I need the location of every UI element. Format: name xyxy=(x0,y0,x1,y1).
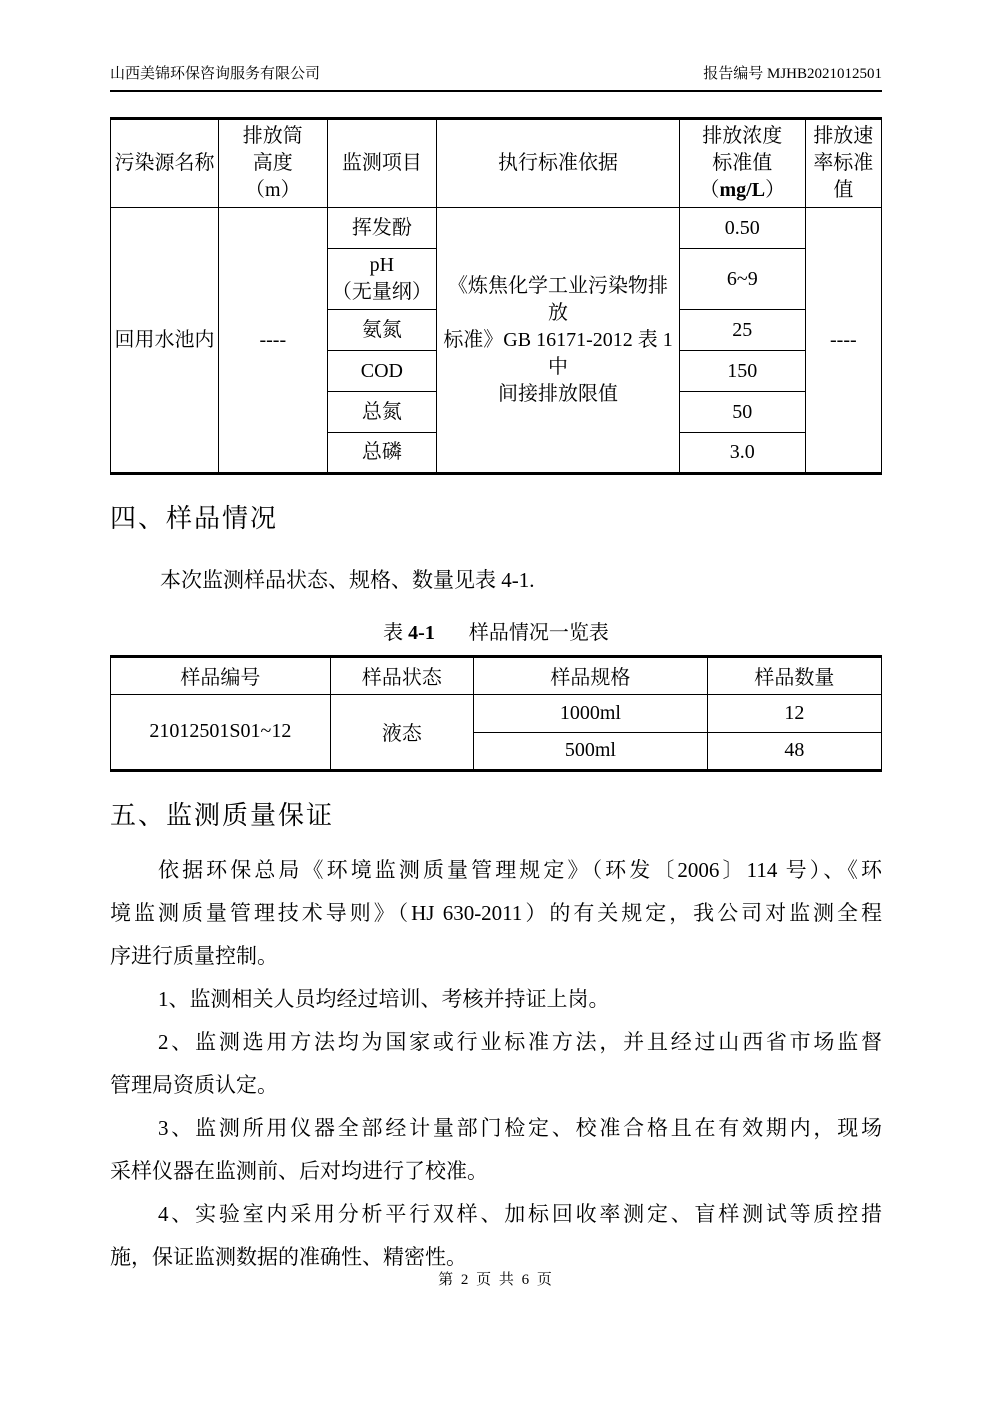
sample-table-header-row xyxy=(111,656,882,694)
col-header-sample-state: 样品状态 xyxy=(330,656,473,694)
col-header-source: 污染源名称 xyxy=(111,119,219,208)
caption-number: 4-1 xyxy=(408,621,435,644)
sample-table xyxy=(110,655,882,772)
qa-paragraph-1: 依据环保总局《环境监测质量管理规定》（环发〔2006〕114 号）、《环 境监测质量管理技术导则》（HJ 630-2011）的有关规定，我公司对监测全程 序进行质量控制。 xyxy=(110,857,882,968)
concentration-value-cell: 50 xyxy=(679,392,805,433)
standard-basis-cell: 《炼焦化学工业污染物排放 标准》GB 16171-2012 表 1 中 间接排放限值 xyxy=(437,208,680,474)
section4-intro: 本次监测样品状态、规格、数量见表 4-1. xyxy=(160,567,535,592)
concentration-value-cell: 6~9 xyxy=(679,249,805,310)
sample-id-cell: 21012501S01~12 xyxy=(111,694,331,770)
concentration-value-cell: 0.50 xyxy=(679,208,805,249)
col-header-concentration: 排放浓度 标准值（mg/L） xyxy=(679,119,805,208)
col-header-sample-spec: 样品规格 xyxy=(474,656,708,694)
standards-table-header-row xyxy=(111,119,882,208)
sample-state-cell: 液态 xyxy=(330,694,473,770)
monitor-item-cell: 总氮 xyxy=(327,392,436,433)
rate-value-cell: ---- xyxy=(805,208,881,474)
monitor-item-cell: COD xyxy=(327,351,436,392)
monitor-item-cell: pH （无量纲） xyxy=(327,249,436,310)
concentration-value-cell: 3.0 xyxy=(679,433,805,474)
col-header-stack-height: 排放筒 高度 （m） xyxy=(218,119,327,208)
sample-count-cell: 48 xyxy=(707,732,881,770)
qa-item-4: 4、实验室内采用分析平行双样、加标回收率测定、盲样测试等质控措 施，保证监测数据的准确性、精密性。 xyxy=(110,1201,882,1269)
table-row xyxy=(111,694,882,732)
table4-1-caption xyxy=(110,616,882,645)
sample-spec-cell: 1000ml xyxy=(474,694,708,732)
standards-table xyxy=(110,117,882,475)
caption-prefix: 表 xyxy=(383,621,409,644)
monitor-item-cell: 总磷 xyxy=(327,433,436,474)
concentration-value-cell: 25 xyxy=(679,310,805,351)
page-number: 第 2 页 共 6 页 xyxy=(438,1272,554,1288)
sample-count-cell: 12 xyxy=(707,694,881,732)
stack-height-cell: ---- xyxy=(218,208,327,474)
qa-item-1: 1、监测相关人员均经过培训、考核并持证上岗。 xyxy=(158,986,610,1011)
col-header-basis: 执行标准依据 xyxy=(437,119,680,208)
qa-item-2: 2、监测选用方法均为国家或行业标准方法，并且经过山西省市场监督 管理局资质认定。 xyxy=(110,1029,882,1097)
report-number: 报告编号 MJHB2021012501 xyxy=(703,66,882,82)
monitor-item-cell: 氨氮 xyxy=(327,310,436,351)
concentration-value-cell: 150 xyxy=(679,351,805,392)
col-header-sample-id: 样品编号 xyxy=(111,656,331,694)
monitor-item-cell: 挥发酚 xyxy=(327,208,436,249)
col-header-item: 监测项目 xyxy=(327,119,436,208)
pollution-source-cell: 回用水池内 xyxy=(111,208,219,474)
sample-spec-cell: 500ml xyxy=(474,732,708,770)
doc-header xyxy=(110,0,882,92)
col-header-rate: 排放速 率标准 值 xyxy=(805,119,881,208)
section5-title: 五、监测质量保证 xyxy=(110,800,335,830)
col-header-sample-count: 样品数量 xyxy=(707,656,881,694)
table-row xyxy=(111,208,882,249)
company-name: 山西美锦环保咨询服务有限公司 xyxy=(110,66,321,82)
caption-title: 样品情况一览表 xyxy=(468,621,609,644)
section4-title: 四、样品情况 xyxy=(110,504,279,533)
qa-item-3: 3、监测所用仪器全部经计量部门检定、校准合格且在有效期内，现场 采样仪器在监测前、后对均进行了校准。 xyxy=(110,1115,882,1183)
